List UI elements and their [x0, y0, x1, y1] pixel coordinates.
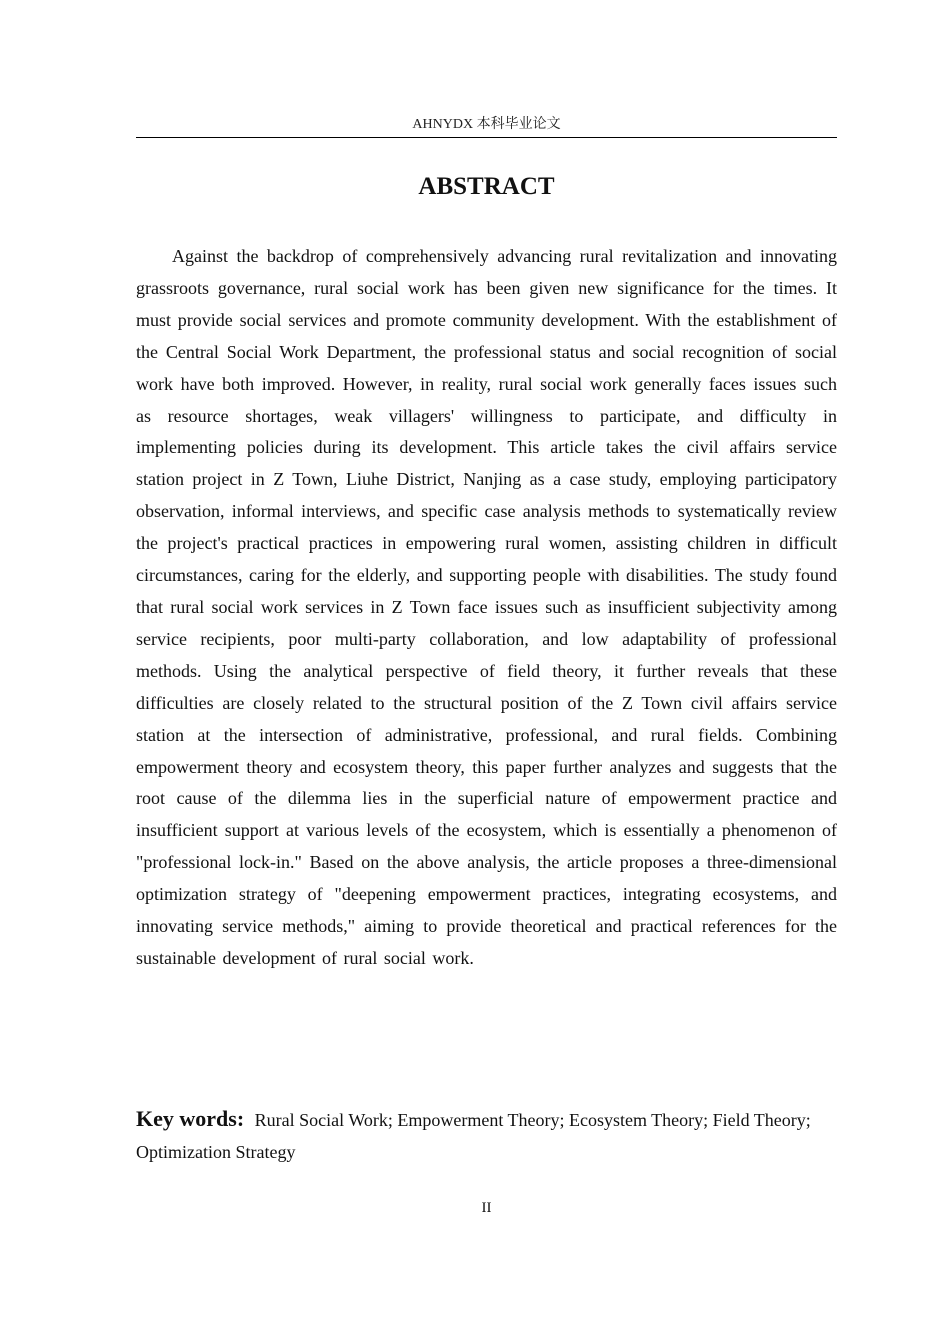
abstract-title: ABSTRACT: [418, 173, 555, 200]
header-rule: [136, 137, 837, 138]
keywords-label: Key words:: [136, 1106, 245, 1131]
keywords-text: Rural Social Work; Empowerment Theory; Ecosystem Theory; Field Theory; Optimization Strategy: [136, 1110, 811, 1162]
page-number: II: [481, 1200, 492, 1216]
running-header: AHNYDX 本科毕业论文: [412, 117, 561, 132]
abstract-body: Against the backdrop of comprehensively advancing rural revitalization and innovating grassroots governance, rural social work has been given new significance for the times. It must provide social services and promote community development. With the establishment of the Central Social Work Department, the professional status and social recognition of social work have both improved. However, in reality, rural social work generally faces issues such as resource shortages, weak villagers' willingness to participate, and difficulty in implementing policies during its development. This article takes the civil affairs service station project in Z Town, Liuhe District, Nanjing as a case study, employing participatory observation, informal interviews, and specific case analysis methods to systematically review the project's practical practices in empowering rural women, assisting children in difficult circumstances, caring for the elderly, and supporting people with disabilities. The study found that rural social work services in Z Town face issues such as insufficient subjectivity among service recipients, poor multi-party collaboration, and low adaptability of professional methods. Using the analytical perspective of field theory, it further reveals that these difficulties are closely related to the structural position of the Z Town civil affairs service station at the intersection of administrative, professional, and rural fields. Combining empowerment theory and ecosystem theory, this paper further analyzes and suggests that the root cause of the dilemma lies in the superficial nature of empowerment practice and insufficient support at various levels of the ecosystem, which is essentially a phenomenon of "professional lock-in." Based on the above analysis, the article proposes a three-dimensional optimization strategy of "deepening empowerment practices, integrating ecosystems, and innovating service methods," aiming to provide theoretical and practical references for the sustainable development of rural social work.: [136, 246, 837, 968]
keywords-section: [136, 1103, 837, 1168]
